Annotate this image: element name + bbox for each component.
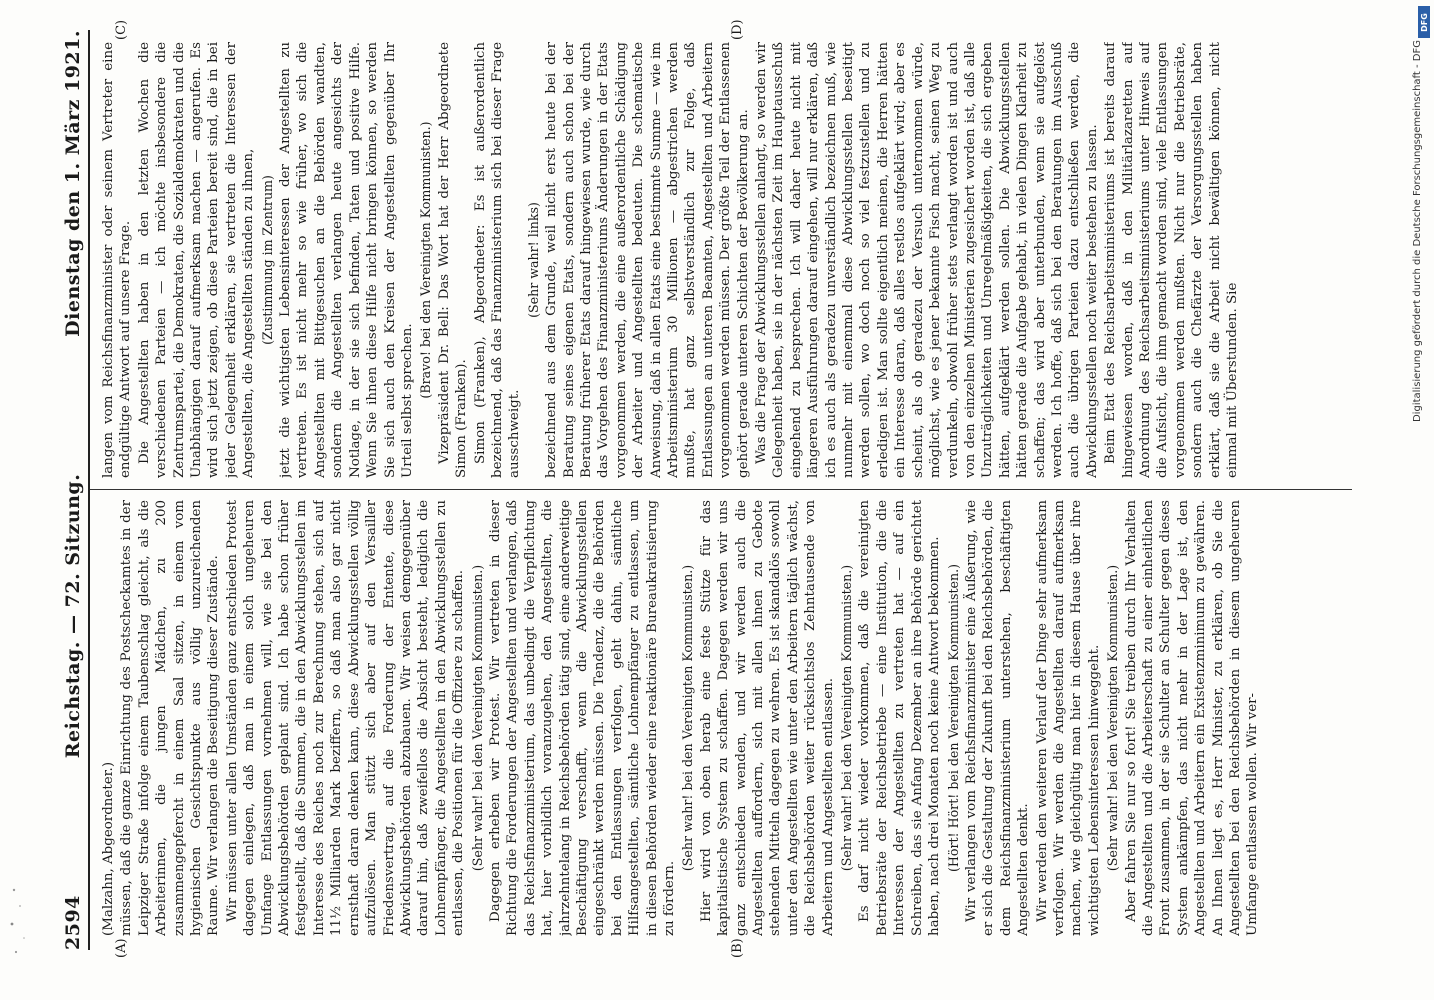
paragraph: Dagegen erheben wir Protest. Wir vertreten in dieser Richtung die Forderungen der Angestellten und verlangen, daß das Reichsfinanzministerium, das unbedingt die Verpflichtung hat, hier vorbildlich voranzugehen, den Angestellten, die jahrzehntelang in Reichsbehörden tätig sind, eine anderweitige Beschäftigung verschafft, wenn die Abwicklungsstellen eingeschränkt werden müssen. Die Tendenz, die die Behörden bei den Entlassungen verfolgen, geht dahin, sämtliche Hilfsangestellten, sämtliche Lohnempfänger zu entlassen, um in diesen Behörden wieder eine reaktionäre Bureaukratisierung zu fördern. bbox=[487, 500, 677, 936]
paragraph: Wir müssen unter allen Umständen ganz entschieden Protest dagegen einlegen, daß man in einem solch ungeheuren Umfange Entlassungen vornehmen will, wie sie bei den Abwicklungsbehörden geplant sind. Ich habe schon früher festgestellt, daß die Summen, die in den Abwicklungsstellen im Interesse des Reiches noch zur Berechnung stehen, sich auf 11½ Milliarden Mark beziffern, so daß man also gar nicht ernsthaft daran denken kann, diese Abwicklungsstellen völlig aufzulösen. Man stützt sich aber auf den Versailler Friedensvertrag, auf die Forderung der Entente, diese Abwicklungsbehörden abzubauen. Wir weisen demgegenüber darauf hin, daß zweifellos die Absicht besteht, lediglich die Lohnempfänger, die Angestellten in den Abwicklungsstellen zu entlassen, die Positionen für die Offiziere zu schaffen. bbox=[224, 500, 467, 936]
rotated-document-page bbox=[40, 20, 1360, 960]
digitization-note: Digitalisierung gefördert durch die Deutsche Forschungsgemeinschaft - DFG bbox=[1412, 40, 1423, 423]
right-column bbox=[100, 42, 1350, 478]
paragraph: Was die Frage der Abwicklungsstellen anlangt, so werden wir Gelegenheit haben, sie in der nächsten Zeit im Hauptausschuß eingehend zu besprechen. Ich will daher heute nicht mit längeren Ausführungen darauf eingehen, will nur erklären, daß ich es auch als geradezu unverständlich bezeichnen muß, wie nunmehr mit einemmal diese Abwicklungsstellen beseitigt werden sollen, wo doch noch so viel festzustellen und zu erledigen ist. Man sollte eigentlich meinen, die Herren hätten ein Interesse daran, daß alles restlos aufgeklärt wird; aber es scheint, als ob geradezu der Versuch unternommen würde, möglichst, wie es jener bekannte Fisch macht, seinen Weg zu verdunkeln, obwohl früher stets verlangt worden ist und auch von den einzelnen Ministerien zugesichert worden ist, daß alle Unzuträglichkeiten und Unregelmäßigkeiten, die sich ergeben hätten, aufgeklärt werden sollen. Die Abwicklungsstellen hätten gerade die Aufgabe gehabt, in vielen Dingen Klarheit zu schaffen; das wird aber unterbunden, wenn sie aufgelöst werden. Ich hoffe, daß sich bei den Beratungen im Ausschuß auch die übrigen Parteien dazu entschließen werden, die Abwicklungsstellen noch weiter bestehen zu lassen. bbox=[754, 42, 1100, 478]
page-number: 2594 bbox=[62, 895, 84, 950]
paragraph: Hier wird von oben herab eine feste Stütze für das kapitalistische System zu schaffen. Dagegen werden wir uns ganz entschieden wenden, und wir werden auch die Angestellten auffordern, sich mit allen ihnen zu Gebote stehenden Mitteln dagegen zu wehren. Es ist skandalös sowohl unter den Angestellten wie unter den Arbeitern täglich wächst, die Reichsbehörden weiter rücksichtslos Zehntausende von Arbeitern und Angestellten entlassen. bbox=[698, 500, 836, 936]
interjection: (Sehr wahr! bei den Vereinigten Kommunisten.) bbox=[469, 564, 485, 872]
dfg-logo: DFG bbox=[1418, 6, 1430, 38]
paragraph: Vizepräsident Dr. Bell: Das Wort hat der Herr Abgeordnete Simon (Franken). bbox=[436, 42, 470, 478]
paragraph: Wir werden den weiteren Verlauf der Dinge sehr aufmerksam verfolgen. Wir werden die Angestellten darauf aufmerksam machen, wie gleichgültig man hier in diesem Hause über ihre wichtigsten Lebensinteressen hinweggeht. bbox=[1034, 500, 1102, 936]
header-right-title: Dienstag den 1. März 1921. bbox=[62, 30, 84, 337]
paragraph: Aber fahren Sie nur so fort! Sie treiben durch Ihr Verhalten die Angestellten und die Arbeiterschaft zu einer einheitlichen Front zusammen, in der sie Schulter an Schulter gegen dieses System ankämpfen, das nicht mehr in der Lage ist, den Angestellten und Arbeitern ein Existenzminimum zu gewähren. An Ihnen liegt es, Herr Minister, zu erklären, ob Sie die Angestellten bei den Reichsbehörden in diesem ungeheuren Umfange entlassen wollen. Wir ver- bbox=[1123, 500, 1261, 936]
interjection: (Hört! Hört! bei den Vereinigten Kommunisten.) bbox=[945, 563, 961, 873]
margin-marker-a: (A) bbox=[114, 938, 129, 958]
paragraph: langen vom Reichsfinanzminister oder seinem Vertreter eine endgültige Antwort auf unsere Frage. bbox=[101, 42, 134, 478]
interjection: (Sehr wahr! links) bbox=[525, 202, 541, 318]
interjection: (Sehr wahr! bei den Vereinigten Kommunisten.) bbox=[1105, 564, 1121, 872]
speaker-line: (Malzahn, Abgeordneter.) bbox=[101, 761, 116, 936]
paragraph: Simon (Franken), Abgeordneter: Es ist außerordentlich bezeichnend, daß das Finanzministerium sich bei dieser Frage ausschweigt. bbox=[472, 42, 523, 478]
margin-marker-d: (D) bbox=[730, 19, 745, 40]
margin-marker-c: (C) bbox=[114, 19, 129, 40]
interjection: (Bravo! bei den Vereinigten Kommunisten.) bbox=[418, 121, 434, 399]
header-rule bbox=[88, 30, 90, 950]
left-column bbox=[100, 500, 1350, 936]
margin-marker-b: (B) bbox=[730, 938, 745, 958]
paragraph: müssen, daß die ganze Einrichtung des Postscheckamtes in der Leipziger Straße infolge einem Taubenschlag gleicht, als die Arbeiterinnen, die jungen Mädchen, zu 200 zusammengepfercht in einem Saal sitzen, in einem vom hygienischen Gesichtspunkte aus völlig unzureichenden Raume. Wir verlangen die Beseitigung dieser Zustände. bbox=[119, 500, 222, 936]
paragraph: bezeichnend aus dem Grunde, weil nicht erst heute bei der Beratung seines eigenen Etats, sondern auch schon bei der Beratung früherer Etats darauf hingewiesen wurde, wie durch das Vorgehen des Finanzministeriums Änderungen in der Etats vorgenommen werden, die eine außerordentliche Schädigung der Arbeiter und Angestellten bedeuten. Die schematische Anweisung, daß in allen Etats eine bestimmte Summe — wie im Arbeitsministerium 30 Millionen — abgestrichen werden mußte, hat ganz selbstverständlich zur Folge, daß Entlassungen an unteren Beamten, Angestellten und Arbeitern vorgenommen werden müssen. Der größte Teil der Entlassenen gehört gerade unteren Schichten der Bevölkerung an. bbox=[544, 42, 751, 478]
header-left-title: Reichstag. — 72. Sitzung. bbox=[62, 473, 84, 759]
paragraph: Es darf nicht wieder vorkommen, daß die vereinigten Betriebsräte der Reichsbetriebe — eine Institution, die die Interessen der Angestellten zu vertreten hat — auf ein Schreiben, das sie Anfang Dezember an ihre Behörde gerichtet haben, nach drei Monaten noch keine Antwort bekommen. bbox=[857, 500, 943, 936]
interjection: (Zustimmung im Zentrum) bbox=[259, 175, 275, 345]
interjection: (Sehr wahr! bei den Vereinigten Kommunisten.) bbox=[680, 564, 696, 872]
page-header bbox=[50, 30, 84, 950]
interjection: (Sehr wahr! bei den Vereinigten Kommunisten.) bbox=[839, 564, 855, 872]
column-divider bbox=[90, 489, 1352, 490]
scan-artifact bbox=[6, 880, 46, 970]
paragraph: Beim Etat des Reichsarbeitsministeriums ist bereits darauf hingewiesen worden, daß in den Militärlazaretten auf Anordnung des Reichsarbeitsministeriums unter Hinweis auf die Aufsicht, die ihm gemacht worden sind, viele Entlassungen vorgenommen werden mußten. Nicht nur die Betriebsräte, sondern auch die Chefärzte der Versorgungsstellen haben erklärt, daß sie die Arbeit nicht bewältigen können, nicht einmal mit Überstunden. Sie bbox=[1103, 42, 1240, 478]
paragraph: Die Angestellten haben in den letzten Wochen die verschiedenen Parteien — ich möchte insbesondere die Zentrumspartei, die Demokraten, die Sozialdemokraten und die Unabhängigen darauf aufmerksam machen — angerufen. Es wird sich jetzt zeigen, ob diese Parteien bereit sind, die in bei jeder Gelegenheit erklären, sie vertreten die Interessen der Angestellten, die Angestellten ständen zu ihnen, bbox=[136, 42, 257, 478]
paragraph: jetzt die wichtigsten Lebensinteressen der Angestellten zu vertreten. Es ist nicht mehr so wie früher, wo sich die Angestellten mit Bittgesuchen an die Behörden wandten, sondern die Angestellten verlangen heute angesichts der Notlage, in der sie sich befinden, Taten und positive Hilfe. Wenn Sie ihnen diese Hilfe nicht bringen können, so werden Sie sich auch den Kreisen der Angestellten gegenüber Ihr Urteil selbst sprechen. bbox=[278, 42, 415, 478]
paragraph: Wir verlangen vom Reichsfinanzminister eine Äußerung, wie er sich die Gestaltung der Zukunft bei den Reichsbehörden, die dem Reichsfinanzministerium unterstehen, beschäftigten Angestellten denkt. bbox=[963, 500, 1032, 936]
